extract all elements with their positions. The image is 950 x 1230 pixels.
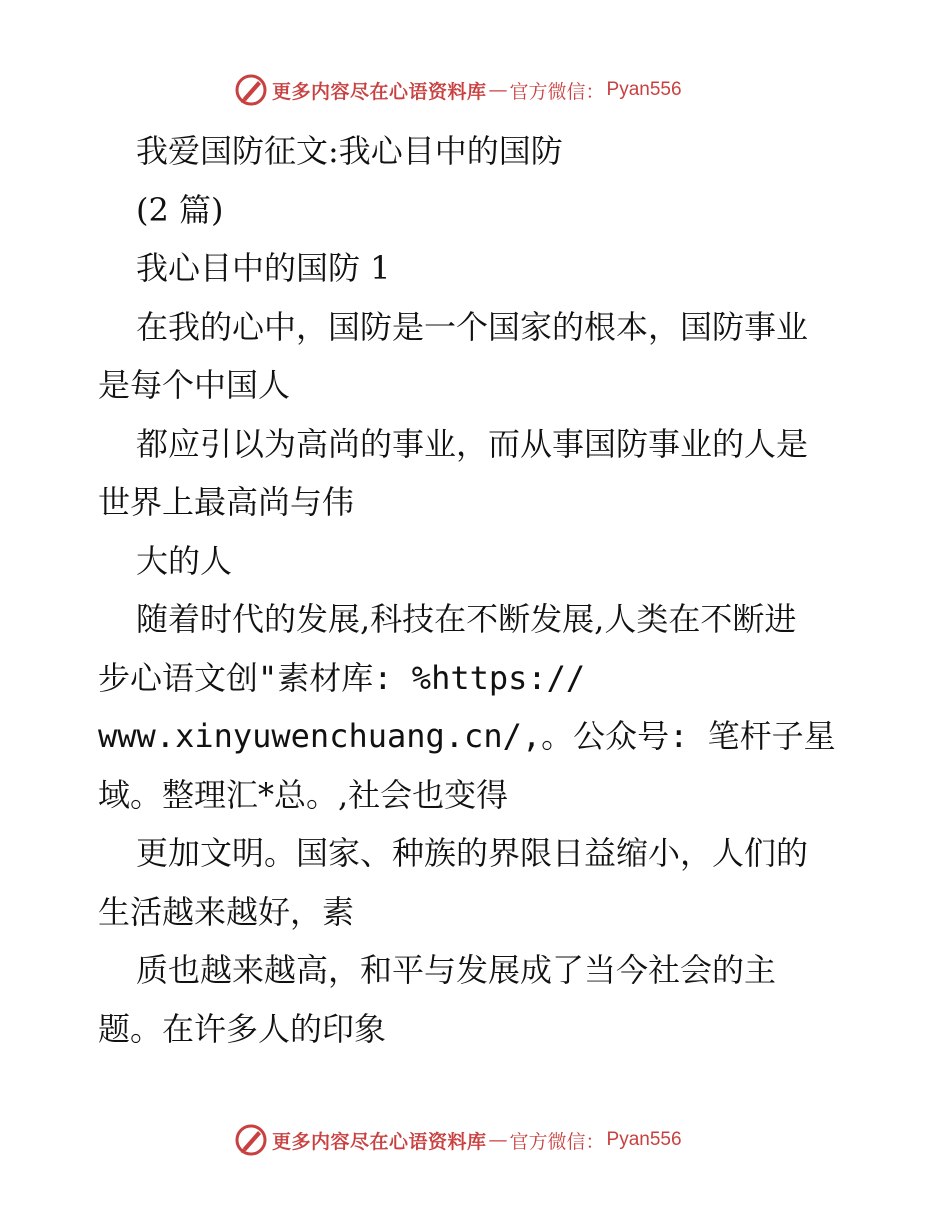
pen-logo-icon — [234, 1123, 268, 1157]
header-banner — [234, 72, 682, 108]
footer-banner — [234, 1122, 682, 1158]
paragraph-line: 质也越来越高，和平与发展成了当今社会的主 — [136, 951, 777, 989]
header-wechat-id: Pyan556 — [606, 79, 682, 100]
pen-logo-icon — [234, 73, 268, 107]
paragraph-line: 生活越来越好，素 — [98, 892, 355, 931]
paragraph-line: 大的人 — [136, 541, 233, 580]
footer-site-text: 更多内容尽在心语资料库 — [272, 1130, 487, 1153]
paragraph-line: 都应引以为高尚的事业，而从事国防事业的人是 — [136, 424, 809, 463]
paragraph-line: 在我的心中，国防是一个国家的根本，国防事业 — [136, 307, 809, 346]
header-site-text: 更多内容尽在心语资料库 — [272, 80, 487, 103]
header-separator: — — [488, 79, 508, 101]
paragraph-line: 题。在许多人的印象 — [98, 1009, 387, 1048]
document-subtitle: (2 篇) — [136, 190, 224, 229]
section-heading: 我心目中的国防 1 — [136, 249, 391, 287]
paragraph-line: 更加文明。国家、种族的界限日益缩小，人们的 — [136, 834, 809, 872]
paragraph-line: 步心语文创"素材库: %https:// — [98, 658, 586, 697]
paragraph-line: 世界上最高尚与伟 — [98, 483, 355, 521]
document-body — [98, 122, 858, 1058]
paragraph-line: 随着时代的发展,科技在不断发展,人类在不断进 — [136, 600, 797, 638]
paragraph-line: 是每个中国人 — [98, 366, 291, 404]
footer-wechat-label: 官方微信： — [509, 1130, 605, 1153]
footer-separator: — — [488, 1129, 508, 1151]
document-title: 我爱国防征文:我心目中的国防 — [136, 132, 563, 170]
paragraph-line: 域。整理汇*总。,社会也变得 — [98, 775, 509, 814]
paragraph-line: www.xinyuwenchuang.cn/,。公众号: 笔杆子星 — [98, 717, 836, 755]
header-wechat-label: 官方微信： — [509, 80, 605, 103]
footer-wechat-id: Pyan556 — [606, 1129, 682, 1150]
